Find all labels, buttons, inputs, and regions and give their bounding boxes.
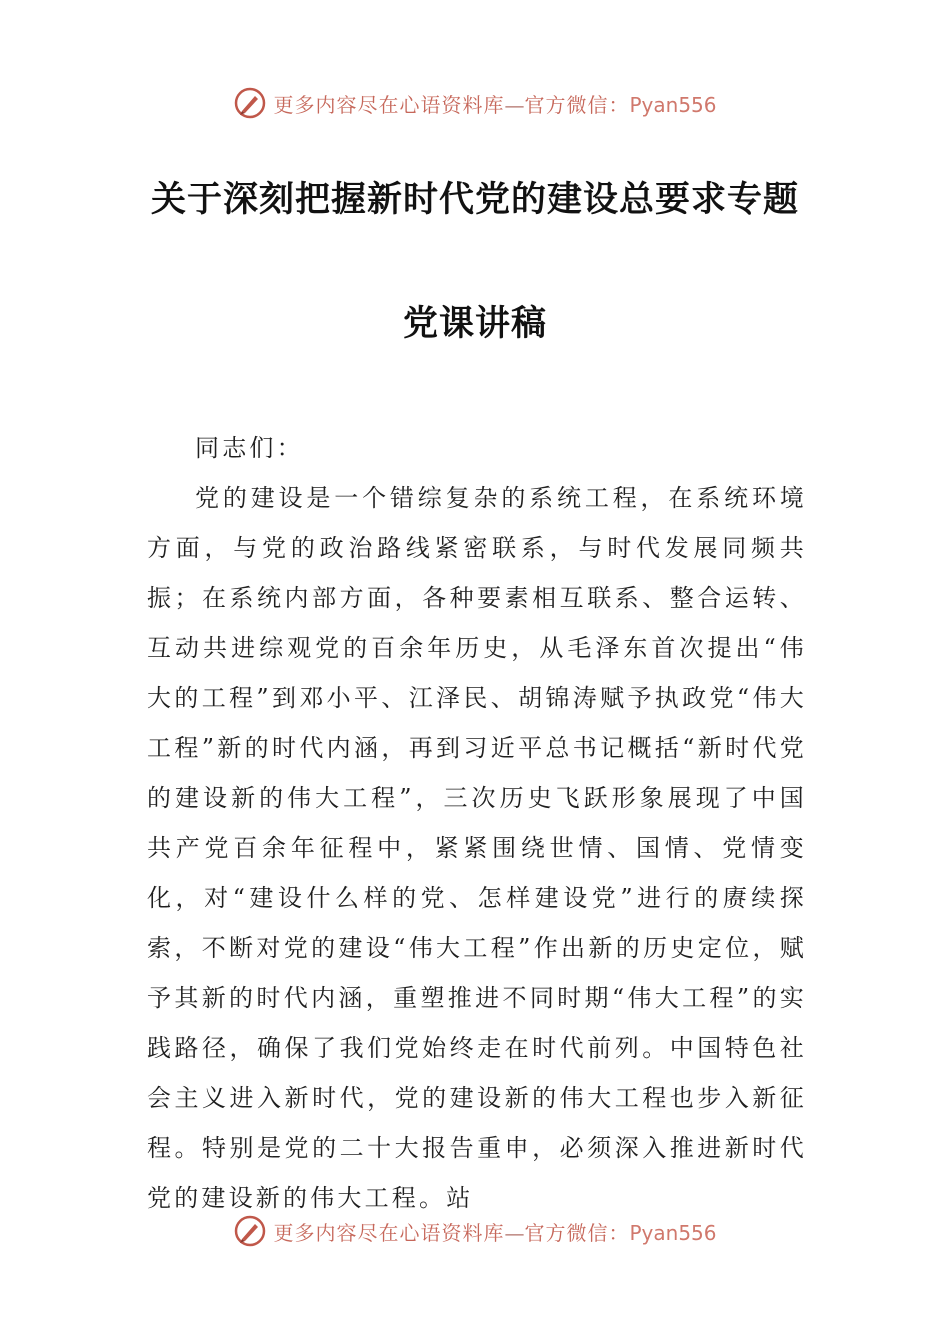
watermark-wechat-id: Pyan556 (629, 1220, 717, 1245)
watermark-wechat-label: 官方微信： (524, 1220, 630, 1245)
watermark-separator: — (504, 1220, 525, 1245)
salutation: 同志们： (195, 434, 304, 462)
watermark-text (273, 89, 716, 118)
pen-logo-icon (233, 86, 267, 120)
watermark-wechat-id: Pyan556 (629, 92, 717, 117)
pen-logo-icon (233, 1214, 267, 1248)
document-title-line-1: 关于深刻把握新时代党的建设总要求专题 (150, 180, 799, 220)
watermark-wechat-label: 官方微信： (524, 92, 630, 117)
document-body (147, 423, 807, 1223)
watermark-separator: — (504, 92, 525, 117)
watermark-text (273, 1217, 716, 1246)
watermark-site-text: 更多内容尽在心语资料库 (273, 92, 505, 117)
document-title-line-2: 党课讲稿 (402, 304, 547, 344)
watermark-site-text: 更多内容尽在心语资料库 (273, 1220, 505, 1245)
footer-watermark-banner (0, 1211, 950, 1251)
header-watermark-banner (0, 83, 950, 123)
body-paragraph: 党的建设是一个错综复杂的系统工程，在系统环境方面，与党的政治路线紧密联系，与时代发展同频共振；在系统内部方面，各种要素相互联系、整合运转、互动共进综观党的百余年历史，从毛泽东首次提出“伟大的工程”到邓小平、江泽民、胡锦涛赋予执政党“伟大工程”新的时代内涵，再到习近平总书记概括“新时代党的建设新的伟大工程”，三次历史飞跃形象展现了中国共产党百余年征程中，紧紧围绕世情、国情、党情变化，对“建设什么样的党、怎样建设党”进行的赓续探索，不断对党的建设“伟大工程”作出新的历史定位，赋予其新的时代内涵，重塑推进不同时期“伟大工程”的实践路径，确保了我们党始终走在时代前列。中国特色社会主义进入新时代，党的建设新的伟大工程也步入新征程。特别是党的二十大报告重申，必须深入推进新时代党的建设新的伟大工程。站 (147, 484, 807, 1212)
